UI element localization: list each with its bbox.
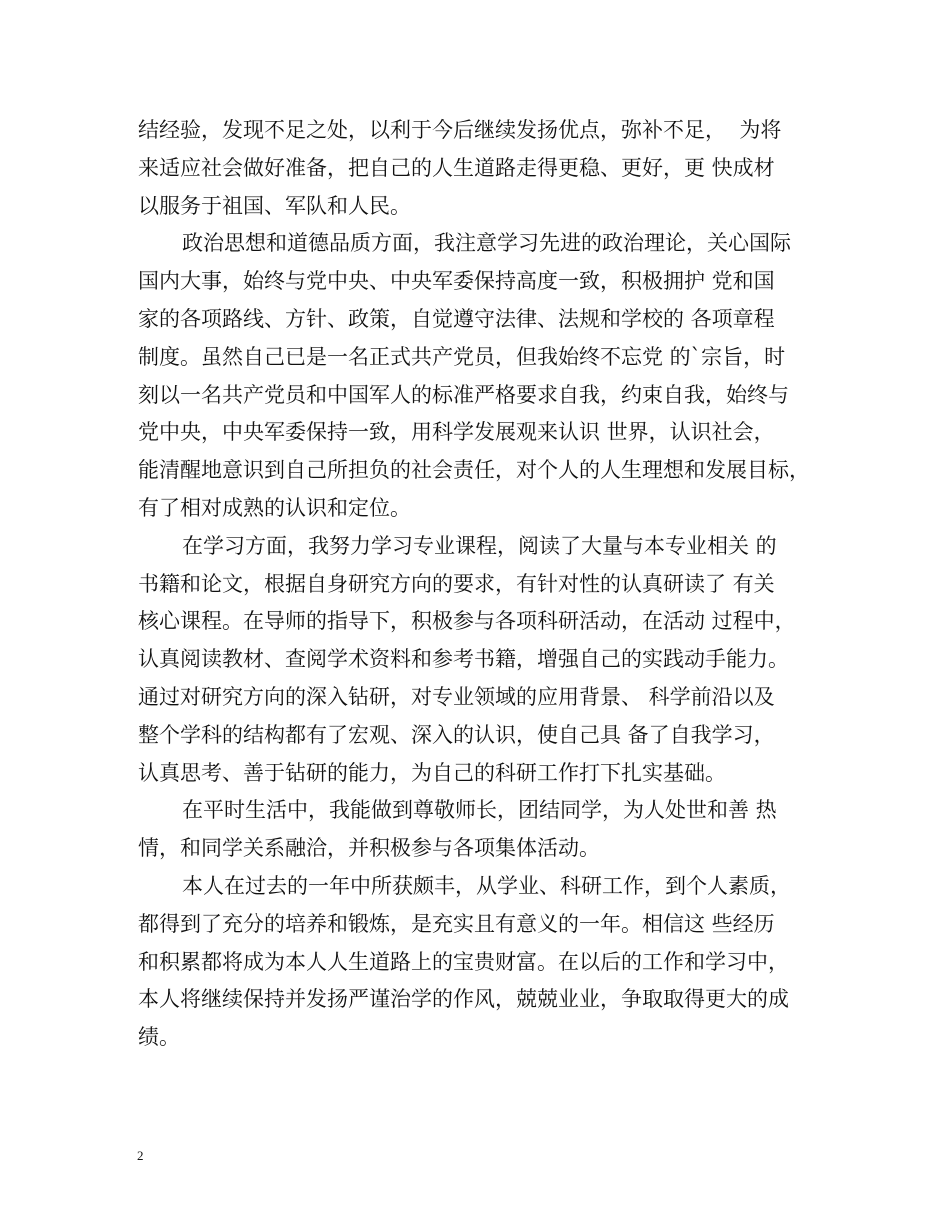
text-line: 结经验，发现不足之处，以利于今后继续发扬优点，弥补不足， 为将 (138, 118, 782, 142)
body-text (138, 112, 838, 1057)
paragraph-start-line: 在平时生活中，我能做到尊敬师长，团结同学，为人处世和善 热 (182, 798, 777, 823)
text-line: 核心课程。在导师的指导下，积极参与各项科研活动，在活动 过程中， (138, 609, 796, 634)
text-line: 和积累都将成为本人人生道路上的宝贵财富。在以后的工作和学习中， (138, 949, 789, 974)
text-line: 都得到了充分的培养和锻炼，是充实且有意义的一年。相信这 些经历 (138, 911, 775, 936)
text-line: 绩。 (138, 1025, 180, 1050)
text-line: 情，和同学关系融洽，并积极参与各项集体活动。 (138, 836, 600, 861)
text-line: 认真思考、善于钻研的能力，为自己的科研工作打下扎实基础。 (138, 760, 726, 785)
text-line: 来适应社会做好准备，把自己的人生道路走得更稳、更好，更 快成材 (138, 155, 775, 180)
paragraph-start-line: 在学习方面，我努力学习专业课程，阅读了大量与本专业相关 的 (182, 533, 777, 558)
page-number: 2 (137, 1148, 144, 1163)
text-line: 刻以一名共产党员和中国军人的标准严格要求自我，约束自我，始终与 (138, 382, 789, 407)
text-line: 本人将继续保持并发扬严谨治学的作风，兢兢业业，争取取得更大的成 (138, 987, 789, 1012)
text-line: 认真阅读教材、查阅学术资料和参考书籍，增强自己的实践动手能力。 (138, 647, 789, 672)
text-line: 制度。虽然自己已是一名正式共产党员，但我始终不忘党 的`宗旨，时 (138, 344, 786, 369)
text-line: 有了相对成熟的认识和定位。 (138, 495, 411, 520)
text-line: 党中央，中央军委保持一致，用科学发展观来认识 世界，认识社会， (138, 420, 775, 445)
text-line: 以服务于祖国、军队和人民。 (138, 193, 411, 218)
text-line: 家的各项路线、方针、政策，自觉遵守法律、法规和学校的 各项章程 (138, 306, 775, 331)
text-line: 整个学科的结构都有了宏观、深入的认识，使自己具 备了自我学习， (138, 722, 775, 747)
paragraph-start-line: 本人在过去的一年中所获颇丰，从学业、科研工作，到个人素质， (182, 873, 791, 898)
text-line: 国内大事，始终与党中央、中央军委保持高度一致，积极拥护 党和国 (138, 269, 775, 294)
text-line: 书籍和论文，根据自身研究方向的要求，有针对性的认真研读了 有关 (138, 571, 775, 596)
text-line: 通过对研究方向的深入钻研，对专业领域的应用背景、 科学前沿以及 (138, 684, 775, 709)
text-line: 能清醒地意识到自己所担负的社会责任，对个人的人生理想和发展目标， (138, 458, 810, 483)
paragraph-start-line: 政治思想和道德品质方面，我注意学习先进的政治理论，关心国际 (182, 231, 791, 256)
